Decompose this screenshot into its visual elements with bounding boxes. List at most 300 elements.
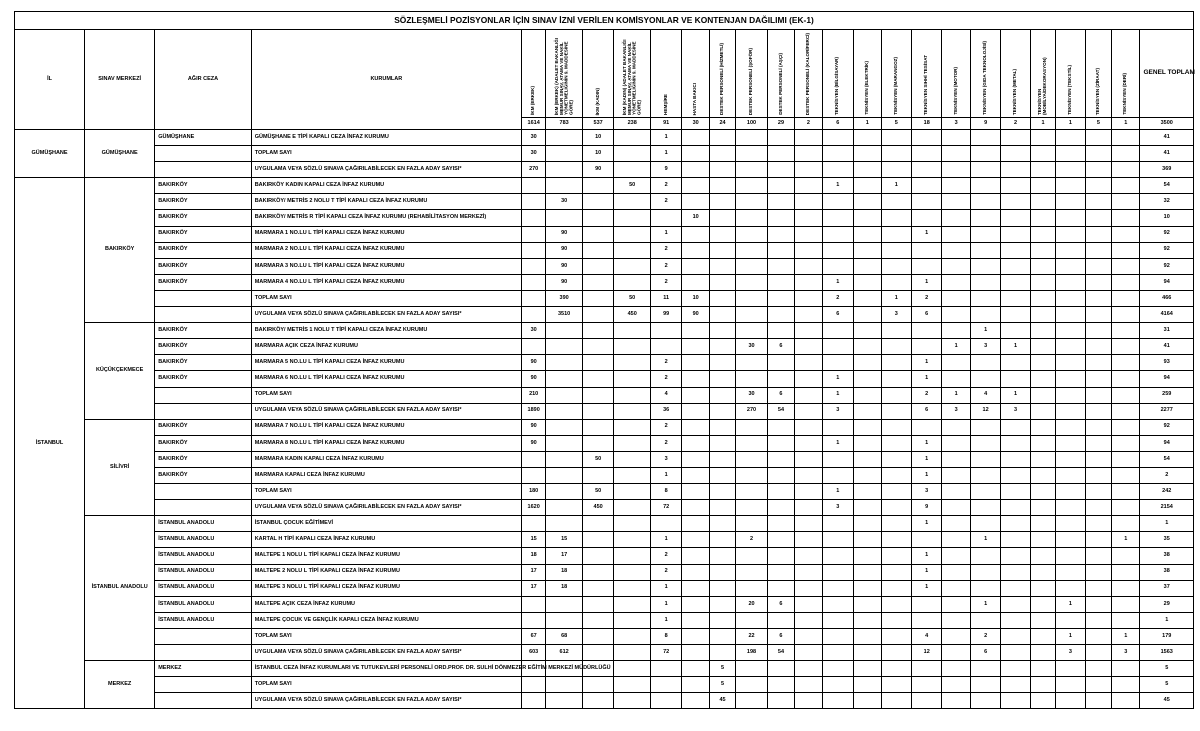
value-cell — [614, 226, 651, 242]
value-cell: 4 — [650, 387, 681, 403]
value-cell — [767, 371, 794, 387]
value-cell — [582, 628, 613, 644]
genel-toplam-cell: 5 — [1140, 661, 1194, 677]
value-cell — [709, 258, 735, 274]
value-cell — [650, 210, 681, 226]
value-cell: 30 — [521, 146, 545, 162]
value-cell — [682, 258, 709, 274]
value-cell — [736, 210, 767, 226]
value-cell — [614, 548, 651, 564]
value-cell — [767, 130, 794, 146]
value-cell: 1 — [650, 596, 681, 612]
value-cell — [546, 210, 583, 226]
value-cell — [736, 130, 767, 146]
column-header — [1030, 30, 1055, 118]
value-cell: 90 — [521, 435, 545, 451]
page-title: SÖZLEŞMELİ POZİSYONLAR İÇİN SINAV İZNİ VERİLEN KOMİSYONLAR VE KONTENJAN DAĞILIMI (EK-1) — [15, 12, 1194, 30]
value-cell — [1085, 596, 1111, 612]
value-cell: 2 — [650, 419, 681, 435]
value-cell — [970, 226, 1000, 242]
value-cell: 30 — [546, 194, 583, 210]
value-cell — [822, 580, 853, 596]
value-cell — [709, 435, 735, 451]
value-cell — [1056, 274, 1085, 290]
value-cell — [795, 500, 822, 516]
column-total: 9 — [970, 118, 1000, 130]
kurum-cell: TOPLAM SAYI — [251, 628, 521, 644]
column-header — [822, 30, 853, 118]
value-cell — [682, 661, 709, 677]
agir-ceza-cell: İSTANBUL ANADOLU — [155, 596, 252, 612]
value-cell: 3 — [911, 484, 941, 500]
genel-toplam-cell: 94 — [1140, 435, 1194, 451]
value-cell — [1030, 612, 1055, 628]
value-cell — [854, 435, 881, 451]
table-row — [15, 226, 1194, 242]
value-cell — [709, 564, 735, 580]
value-cell: 30 — [736, 339, 767, 355]
value-cell — [614, 210, 651, 226]
value-cell — [521, 596, 545, 612]
value-cell — [854, 677, 881, 693]
value-cell — [911, 419, 941, 435]
value-cell — [1030, 564, 1055, 580]
value-cell — [582, 242, 613, 258]
value-cell — [736, 242, 767, 258]
value-cell — [942, 451, 970, 467]
value-cell — [736, 677, 767, 693]
kurum-cell: MARMARA 4 NO.LU L TİPİ KAPALI CEZA İNFAZ KURUMU — [251, 274, 521, 290]
value-cell — [1030, 677, 1055, 693]
column-total: 1 — [854, 118, 881, 130]
value-cell — [521, 242, 545, 258]
value-cell — [1056, 290, 1085, 306]
column-header-label: TEKNİSYEN (METAL) — [1012, 68, 1018, 115]
kurum-cell: MARMARA 5 NO.LU L TİPİ KAPALI CEZA İNFAZ KURUMU — [251, 355, 521, 371]
value-cell — [970, 516, 1000, 532]
value-cell — [1085, 178, 1111, 194]
column-header — [970, 30, 1000, 118]
value-cell — [881, 274, 911, 290]
value-cell — [854, 419, 881, 435]
value-cell: 3 — [822, 500, 853, 516]
value-cell — [546, 484, 583, 500]
value-cell — [1085, 419, 1111, 435]
value-cell — [1085, 162, 1111, 178]
genel-toplam-cell: 41 — [1140, 130, 1194, 146]
table-row — [15, 419, 1194, 435]
value-cell — [767, 419, 794, 435]
value-cell — [614, 130, 651, 146]
value-cell — [682, 419, 709, 435]
value-cell — [682, 645, 709, 661]
genel-toplam-cell: 41 — [1140, 339, 1194, 355]
value-cell — [614, 645, 651, 661]
value-cell — [881, 162, 911, 178]
value-cell — [1085, 290, 1111, 306]
value-cell: 1 — [911, 548, 941, 564]
value-cell — [767, 516, 794, 532]
value-cell — [970, 435, 1000, 451]
value-cell: 6 — [911, 403, 941, 419]
value-cell — [1056, 130, 1085, 146]
value-cell — [546, 339, 583, 355]
value-cell — [521, 194, 545, 210]
value-cell: 90 — [546, 226, 583, 242]
value-cell: 17 — [546, 548, 583, 564]
value-cell — [970, 419, 1000, 435]
value-cell — [1056, 307, 1085, 323]
value-cell — [1085, 355, 1111, 371]
value-cell: 90 — [521, 355, 545, 371]
value-cell — [854, 178, 881, 194]
table-row — [15, 661, 1194, 677]
value-cell — [795, 435, 822, 451]
genel-toplam-cell: 29 — [1140, 596, 1194, 612]
value-cell: 2 — [650, 194, 681, 210]
value-cell — [767, 194, 794, 210]
value-cell — [970, 274, 1000, 290]
kurum-cell: TOPLAM SAYI — [251, 387, 521, 403]
kurum-cell: MALTEPE AÇIK CEZA İNFAZ KURUMU — [251, 596, 521, 612]
value-cell: 30 — [736, 387, 767, 403]
value-cell — [822, 323, 853, 339]
table-row — [15, 693, 1194, 709]
value-cell: 3 — [881, 307, 911, 323]
header-agir-ceza: AĞIR CEZA — [155, 30, 252, 130]
value-cell — [736, 307, 767, 323]
value-cell: 1 — [1001, 339, 1030, 355]
header-kurumlar: KURUMLAR — [251, 30, 521, 130]
value-cell — [1030, 290, 1055, 306]
value-cell — [970, 580, 1000, 596]
value-cell — [546, 596, 583, 612]
table-row — [15, 387, 1194, 403]
column-header — [854, 30, 881, 118]
value-cell — [795, 178, 822, 194]
value-cell — [970, 564, 1000, 580]
value-cell: 9 — [911, 500, 941, 516]
value-cell — [970, 146, 1000, 162]
value-cell — [1030, 146, 1055, 162]
value-cell — [795, 451, 822, 467]
value-cell — [1056, 194, 1085, 210]
kurum-cell: UYGULAMA VEYA SÖZLÜ SINAVA ÇAĞIRILABİLECEK EN FAZLA ADAY SAYISI* — [251, 500, 521, 516]
value-cell — [767, 290, 794, 306]
value-cell: 6 — [767, 628, 794, 644]
value-cell: 99 — [650, 307, 681, 323]
value-cell — [736, 564, 767, 580]
kurum-cell: UYGULAMA VEYA SÖZLÜ SINAVA ÇAĞIRILABİLECEK EN FAZLA ADAY SAYISI* — [251, 307, 521, 323]
agir-ceza-cell: BAKIRKÖY — [155, 419, 252, 435]
value-cell — [942, 194, 970, 210]
kurum-cell: MALTEPE ÇOCUK VE GENÇLİK KAPALI CEZA İNFAZ KURUMU — [251, 612, 521, 628]
value-cell — [795, 677, 822, 693]
value-cell — [1112, 371, 1140, 387]
value-cell: 1890 — [521, 403, 545, 419]
value-cell — [881, 628, 911, 644]
column-header — [767, 30, 794, 118]
value-cell: 1 — [822, 274, 853, 290]
value-cell — [881, 130, 911, 146]
value-cell — [970, 307, 1000, 323]
kurum-cell: TOPLAM SAYI — [251, 484, 521, 500]
value-cell — [767, 226, 794, 242]
agir-ceza-cell: BAKIRKÖY — [155, 210, 252, 226]
value-cell — [767, 210, 794, 226]
value-cell: 10 — [582, 146, 613, 162]
value-cell — [970, 371, 1000, 387]
column-total: 2 — [795, 118, 822, 130]
value-cell — [767, 677, 794, 693]
value-cell — [1085, 210, 1111, 226]
value-cell: 6 — [767, 596, 794, 612]
value-cell: 2 — [911, 387, 941, 403]
table-row — [15, 548, 1194, 564]
genel-toplam-cell: 369 — [1140, 162, 1194, 178]
value-cell — [854, 532, 881, 548]
value-cell — [682, 323, 709, 339]
value-cell — [822, 339, 853, 355]
value-cell — [911, 693, 941, 709]
value-cell: 1 — [911, 467, 941, 483]
value-cell — [682, 596, 709, 612]
value-cell — [911, 130, 941, 146]
value-cell — [736, 661, 767, 677]
value-cell — [709, 645, 735, 661]
value-cell: 2 — [650, 274, 681, 290]
value-cell: 90 — [582, 162, 613, 178]
genel-toplam-cell: 92 — [1140, 242, 1194, 258]
value-cell — [795, 258, 822, 274]
value-cell — [822, 596, 853, 612]
value-cell — [582, 194, 613, 210]
value-cell — [521, 226, 545, 242]
agir-ceza-cell: İSTANBUL ANADOLU — [155, 516, 252, 532]
genel-toplam-cell: 4164 — [1140, 307, 1194, 323]
value-cell — [1001, 194, 1030, 210]
value-cell — [911, 596, 941, 612]
value-cell — [582, 693, 613, 709]
kurum-cell: UYGULAMA VEYA SÖZLÜ SINAVA ÇAĞIRILABİLECEK EN FAZLA ADAY SAYISI* — [251, 403, 521, 419]
value-cell — [614, 532, 651, 548]
value-cell — [1112, 146, 1140, 162]
value-cell — [650, 323, 681, 339]
value-cell — [582, 645, 613, 661]
table-row — [15, 580, 1194, 596]
value-cell — [822, 661, 853, 677]
value-cell — [854, 451, 881, 467]
value-cell — [1085, 693, 1111, 709]
value-cell — [1112, 693, 1140, 709]
value-cell: 1 — [911, 451, 941, 467]
value-cell — [822, 645, 853, 661]
value-cell — [767, 162, 794, 178]
value-cell — [1112, 516, 1140, 532]
value-cell: 50 — [582, 484, 613, 500]
value-cell — [582, 564, 613, 580]
value-cell — [1112, 258, 1140, 274]
value-cell — [970, 162, 1000, 178]
value-cell — [1001, 484, 1030, 500]
value-cell — [521, 516, 545, 532]
value-cell — [736, 693, 767, 709]
value-cell — [881, 226, 911, 242]
value-cell: 1 — [822, 435, 853, 451]
kurum-cell: UYGULAMA VEYA SÖZLÜ SINAVA ÇAĞIRILABİLECEK EN FAZLA ADAY SAYISI* — [251, 162, 521, 178]
value-cell: 20 — [736, 596, 767, 612]
value-cell — [1056, 226, 1085, 242]
value-cell — [767, 178, 794, 194]
table-row — [15, 274, 1194, 290]
value-cell — [682, 451, 709, 467]
value-cell — [854, 130, 881, 146]
value-cell — [854, 339, 881, 355]
column-total: 6 — [822, 118, 853, 130]
value-cell: 1 — [970, 596, 1000, 612]
value-cell — [709, 612, 735, 628]
value-cell — [1001, 628, 1030, 644]
value-cell — [795, 194, 822, 210]
value-cell — [582, 419, 613, 435]
value-cell — [767, 564, 794, 580]
value-cell — [1030, 451, 1055, 467]
table-row — [15, 435, 1194, 451]
kurum-cell: MARMARA KADIN KAPALI CEZA İNFAZ KURUMU — [251, 451, 521, 467]
column-total: 5 — [881, 118, 911, 130]
column-header-label: TEKNİSYEN (MOTOR) — [952, 67, 958, 115]
value-cell — [614, 580, 651, 596]
column-header — [1001, 30, 1030, 118]
value-cell — [614, 387, 651, 403]
value-cell — [614, 258, 651, 274]
value-cell — [614, 355, 651, 371]
value-cell — [767, 307, 794, 323]
value-cell — [614, 677, 651, 693]
value-cell — [682, 484, 709, 500]
table-row — [15, 500, 1194, 516]
value-cell — [767, 258, 794, 274]
value-cell — [614, 403, 651, 419]
value-cell — [682, 532, 709, 548]
table-row — [15, 242, 1194, 258]
value-cell — [1056, 435, 1085, 451]
value-cell: 90 — [546, 274, 583, 290]
agir-ceza-cell: BAKIRKÖY — [155, 178, 252, 194]
kurum-cell: MALTEPE 3 NOLU L TİPİ KAPALI CEZA İNFAZ KURUMU — [251, 580, 521, 596]
value-cell: 15 — [521, 532, 545, 548]
agir-ceza-cell: BAKIRKÖY — [155, 274, 252, 290]
column-header-label: DESTEK PERSONELİ (HİZMETLİ) — [719, 43, 725, 115]
value-cell — [767, 580, 794, 596]
value-cell — [854, 146, 881, 162]
column-header-label: TEKNİSYEN (MARANGOZ) — [892, 57, 898, 115]
value-cell — [942, 355, 970, 371]
value-cell — [970, 242, 1000, 258]
value-cell — [795, 130, 822, 146]
value-cell — [736, 371, 767, 387]
value-cell: 1 — [881, 290, 911, 306]
value-cell — [942, 242, 970, 258]
value-cell — [1112, 596, 1140, 612]
value-cell — [795, 323, 822, 339]
kurum-cell: MALTEPE 1 NOLU L TİPİ KAPALI CEZA İNFAZ KURUMU — [251, 548, 521, 564]
value-cell — [709, 290, 735, 306]
genel-toplam-cell: 2 — [1140, 467, 1194, 483]
column-header-label: DESTEK PERSONELİ (KALORİFERCİ) — [804, 32, 810, 115]
value-cell — [709, 162, 735, 178]
value-cell — [1030, 226, 1055, 242]
value-cell — [795, 580, 822, 596]
value-cell — [709, 130, 735, 146]
value-cell: 17 — [521, 564, 545, 580]
agir-ceza-cell: BAKIRKÖY — [155, 435, 252, 451]
column-header — [1085, 30, 1111, 118]
value-cell: 1 — [942, 339, 970, 355]
value-cell — [1112, 467, 1140, 483]
value-cell — [521, 210, 545, 226]
genel-toplam-cell: 1 — [1140, 612, 1194, 628]
value-cell: 2 — [736, 532, 767, 548]
value-cell — [795, 226, 822, 242]
table-row — [15, 403, 1194, 419]
agir-ceza-cell — [155, 677, 252, 693]
value-cell: 2 — [650, 178, 681, 194]
value-cell: 90 — [546, 242, 583, 258]
value-cell — [1030, 500, 1055, 516]
value-cell — [650, 339, 681, 355]
value-cell — [854, 661, 881, 677]
column-total: 1 — [1056, 118, 1085, 130]
value-cell: 72 — [650, 500, 681, 516]
table-row — [15, 290, 1194, 306]
value-cell — [546, 403, 583, 419]
column-total: 24 — [709, 118, 735, 130]
value-cell — [1030, 210, 1055, 226]
value-cell — [1056, 162, 1085, 178]
kurum-cell: MARMARA KAPALI CEZA İNFAZ KURUMU — [251, 467, 521, 483]
value-cell — [854, 645, 881, 661]
value-cell: 10 — [582, 130, 613, 146]
value-cell — [614, 661, 651, 677]
value-cell — [881, 564, 911, 580]
value-cell — [682, 162, 709, 178]
value-cell — [682, 178, 709, 194]
value-cell: 12 — [970, 403, 1000, 419]
value-cell — [709, 178, 735, 194]
value-cell — [942, 677, 970, 693]
value-cell — [614, 146, 651, 162]
value-cell — [822, 419, 853, 435]
value-cell — [521, 693, 545, 709]
value-cell — [795, 210, 822, 226]
column-total: 1 — [1030, 118, 1055, 130]
value-cell — [736, 548, 767, 564]
value-cell — [767, 355, 794, 371]
kurum-cell: MARMARA 1 NO.LU L TİPİ KAPALI CEZA İNFAZ KURUMU — [251, 226, 521, 242]
agir-ceza-cell: BAKIRKÖY — [155, 355, 252, 371]
value-cell — [942, 532, 970, 548]
value-cell — [795, 612, 822, 628]
value-cell — [614, 323, 651, 339]
column-total: 5 — [1085, 118, 1111, 130]
value-cell: 1 — [911, 580, 941, 596]
value-cell: 390 — [546, 290, 583, 306]
value-cell — [1085, 500, 1111, 516]
value-cell — [1085, 323, 1111, 339]
value-cell — [942, 596, 970, 612]
value-cell — [854, 258, 881, 274]
